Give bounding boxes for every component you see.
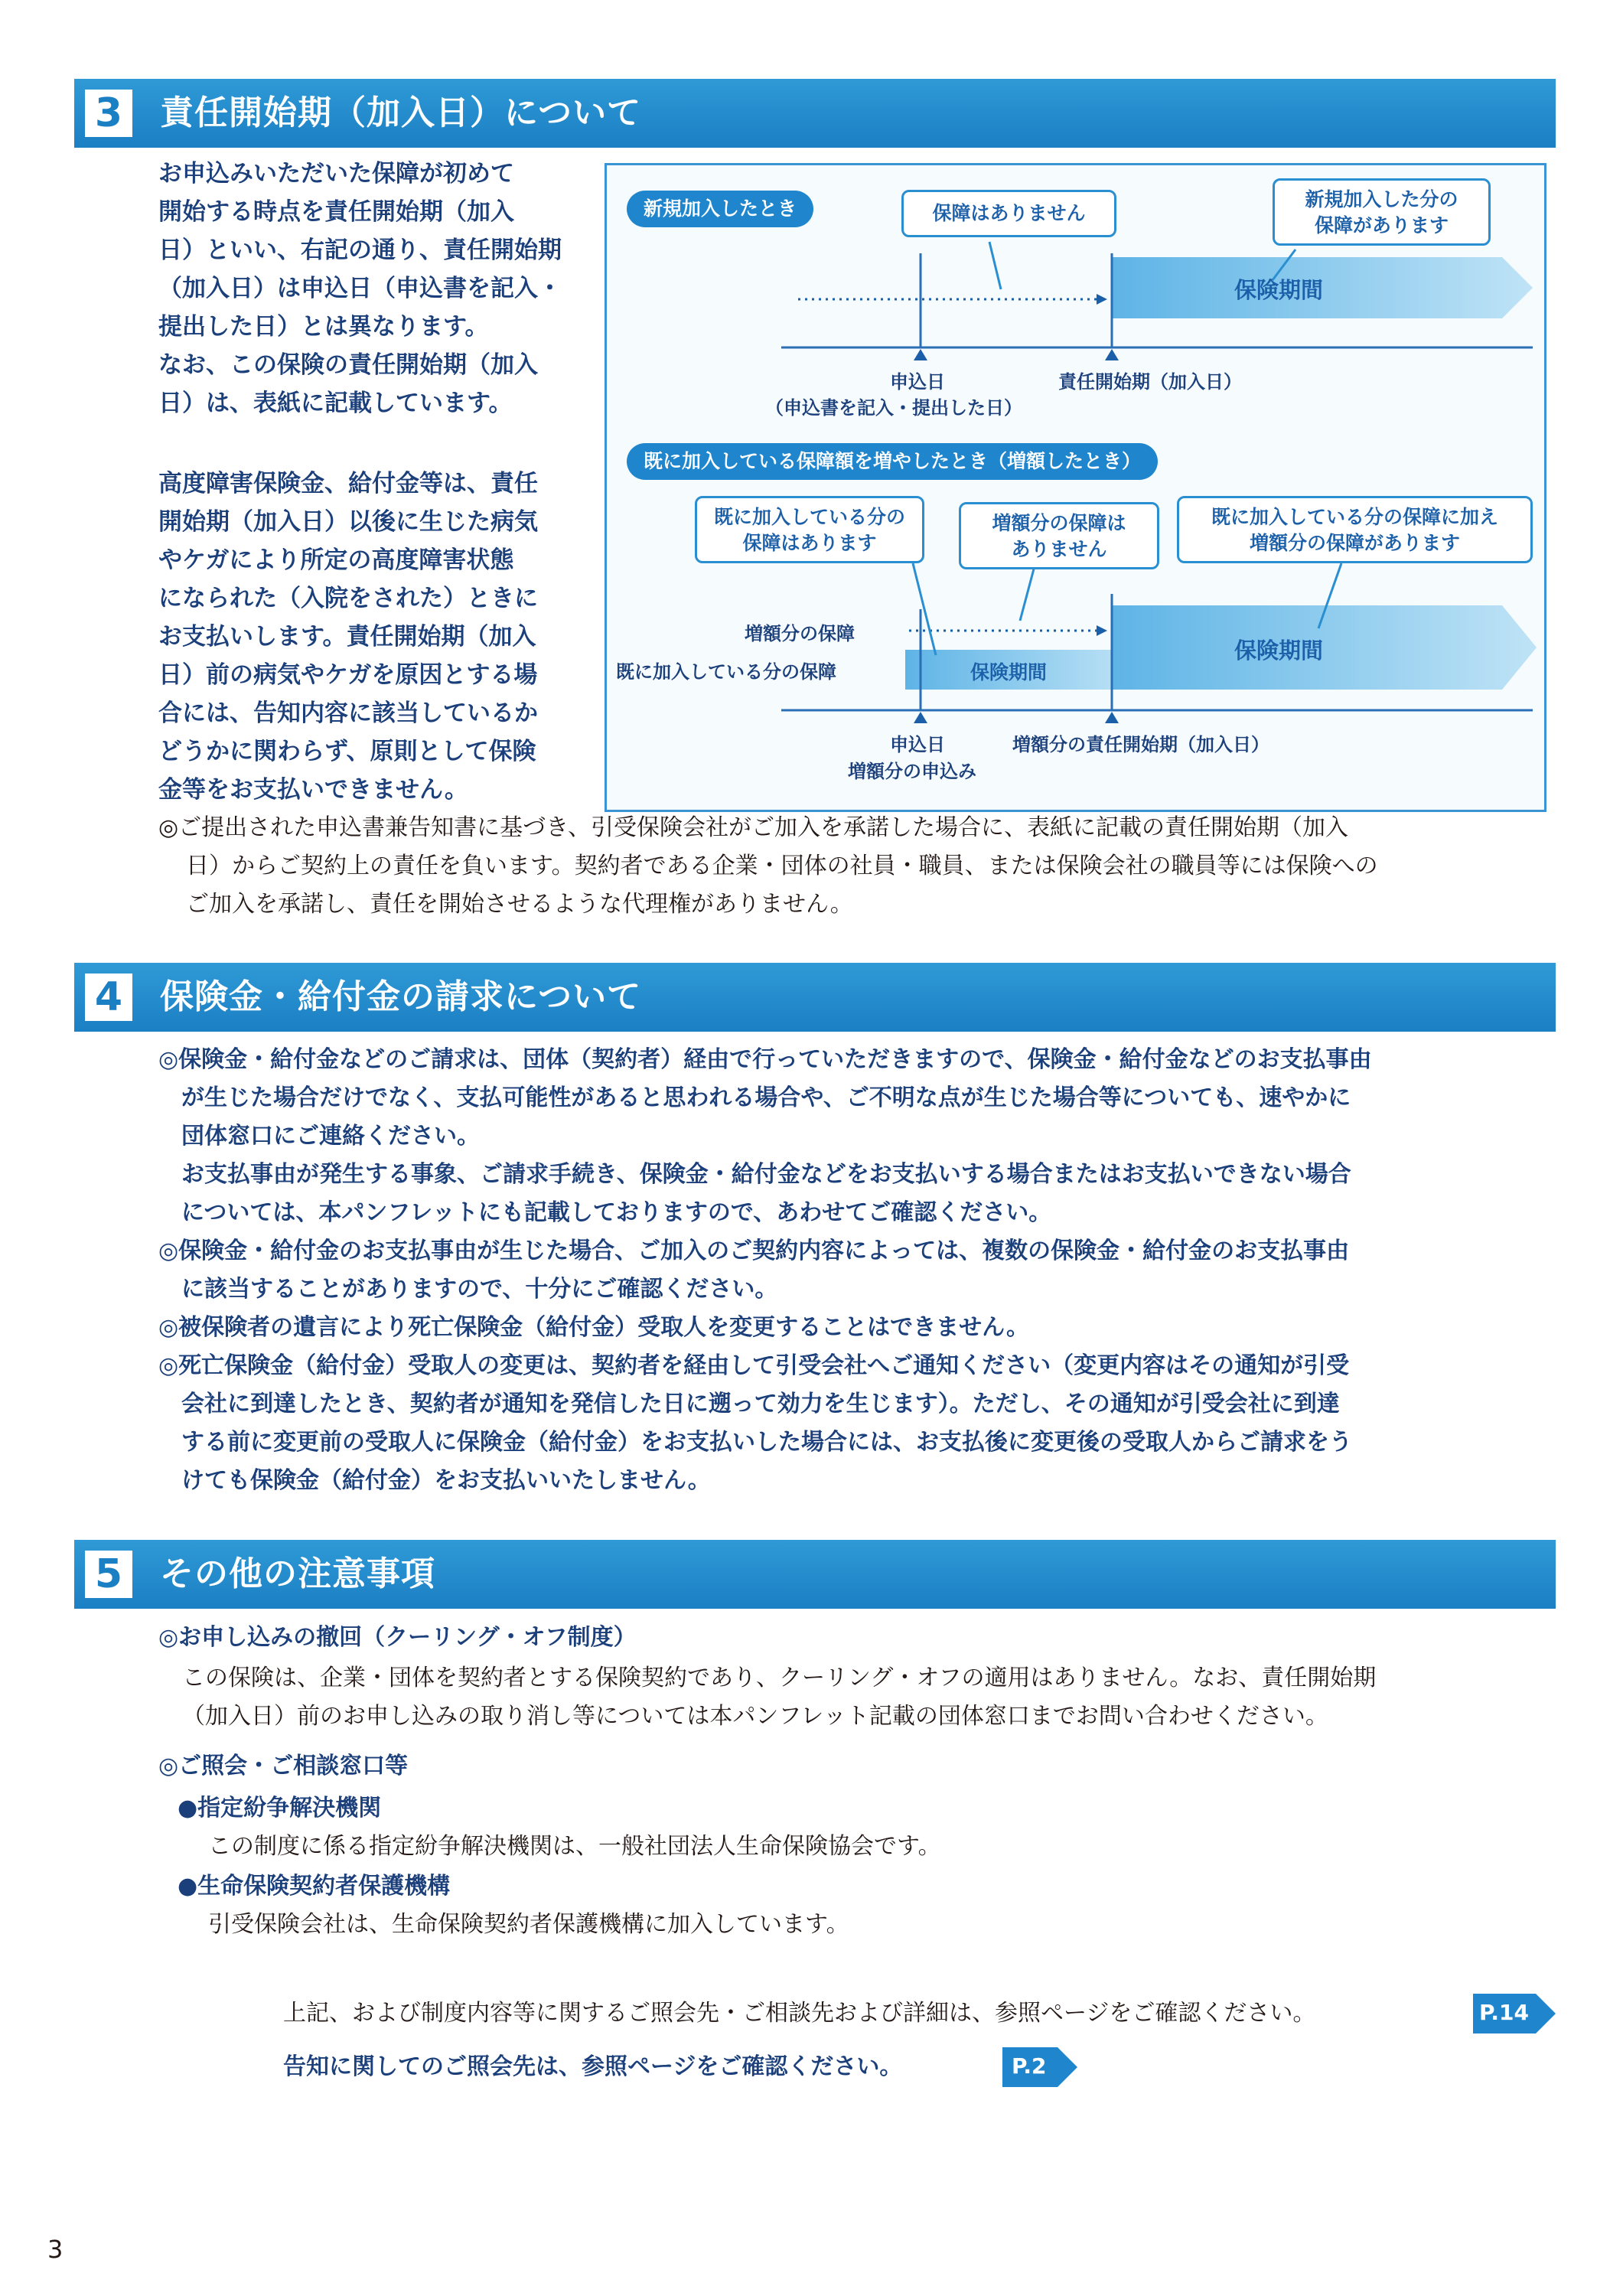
section4-number: 4 (85, 974, 132, 1021)
new-start-day: 責任開始期（加入日） (1058, 371, 1242, 393)
section3-payout (158, 465, 595, 809)
new-no-coverage-tail (989, 242, 1001, 289)
reference-note-1: 上記、および制度内容等に関するご照会先・ご相談先および詳細は、参照ページをご確認ください。 (283, 2000, 1316, 2027)
diagram-graphics (607, 165, 1544, 810)
body-line: ◎保険金・給付金のお支払事由が生じた場合、ご加入のご契約内容によっては、複数の保険金・給付金のお支払事由 (158, 1238, 1350, 1264)
cooling-off-body (182, 1659, 1552, 1736)
section3-header (74, 79, 1556, 148)
callout-line: 保障はあります (742, 532, 877, 554)
body-line: が生じた場合だけでなく、支払可能性があると思われる場合や、ご不明な点が生じた場合等についても、速やかに (158, 1084, 1351, 1111)
increase-start-day: 増額分の責任開始期（加入日） (1012, 734, 1269, 755)
section3-note (158, 809, 1551, 924)
increase-apply-day: 申込日 (890, 734, 945, 755)
section4-title: 保険金・給付金の請求について (160, 977, 642, 1016)
payout-line: 日）前の病気やケガを原因とする場 (158, 661, 538, 689)
payout-line: 高度障害保険金、給付金等は、責任 (158, 470, 538, 497)
cooling-line: （加入日）前のお申し込みの取り消し等については本パンフレット記載の団体窓口までお問い合わせください。 (182, 1703, 1328, 1730)
note-line: 日）からご契約上の責任を負います。契約者である企業・団体の社員・職員、または保険会社の職員等には保険への (186, 853, 1378, 879)
page-ref-label: P.14 (1479, 2000, 1529, 2025)
intro-line: 提出した日）とは異なります。 (158, 313, 489, 341)
payout-line: 合には、告知内容に該当しているか (158, 700, 538, 727)
increase-dotted-arrowhead (1097, 625, 1107, 636)
payout-line: になられた（入院をされた）ときに (158, 585, 538, 612)
note-line: ◎ご提出された申込書兼告知書に基づき、引受保険会社がご加入を承諾した場合に、表紙に記載の責任開始期（加入 (158, 814, 1348, 841)
callout-line: 保障があります (1314, 214, 1449, 236)
callout-line: ありません (1011, 538, 1107, 560)
no-increase-tail (1020, 563, 1035, 621)
callout-line: 増額分の保障があります (1249, 532, 1460, 554)
coverage-diagram (605, 163, 1546, 812)
section4-header (74, 963, 1556, 1032)
section3-title: 責任開始期（加入日）について (160, 93, 642, 132)
cooling-line: この保険は、企業・団体を契約者とする保険契約であり、クーリング・オフの適用はありません。なお、責任開始期 (182, 1665, 1377, 1691)
new-apply-day: 申込日 (890, 371, 945, 393)
new-dotted-arrowhead (1097, 294, 1107, 305)
body-line: けても保険金（給付金）をお支払いいたしません。 (158, 1467, 711, 1494)
body-line: する前に変更前の受取人に保険金（給付金）をお支払いした場合には、お支払後に変更後の受取人からご請求をう (158, 1429, 1352, 1456)
increase-period-label: 保険期間 (1234, 638, 1324, 664)
both-coverage-callout (1177, 496, 1533, 563)
protect-text: 引受保険会社は、生命保険契約者保護機構に加入しています。 (208, 1911, 849, 1938)
intro-line: 開始する時点を責任開始期（加入 (158, 198, 514, 226)
protect-heading: ●生命保険契約者保護機構 (178, 1873, 451, 1900)
increase-label: 既に加入している保障額を増やしたとき（増額したとき） (627, 443, 1158, 480)
intro-line: 日）は、表紙に記載しています。 (158, 390, 513, 417)
existing-coverage-callout (695, 496, 924, 563)
payout-line: 金等をお支払いできません。 (158, 776, 468, 804)
intro-line: （加入日）は申込日（申込書を記入・ (158, 275, 562, 302)
body-line: お支払事由が発生する事象、ご請求手続き、保険金・給付金などをお支払いする場合またはお支払いできない場合 (158, 1161, 1351, 1188)
contact-heading: ◎ご照会・ご相談窓口等 (158, 1753, 409, 1779)
section3-intro (158, 155, 595, 422)
page-ref-p14[interactable] (1473, 1994, 1557, 2033)
existing-period-label: 保険期間 (970, 661, 1048, 683)
new-apply-marker (914, 349, 927, 360)
cooling-off-heading: ◎お申し込みの撤回（クーリング・オフ制度） (158, 1624, 637, 1651)
new-no-coverage-callout: 保障はありません (901, 190, 1116, 237)
dispute-text: この制度に係る指定紛争解決機関は、一般社団法人生命保険協会です。 (208, 1833, 941, 1860)
body-line: 団体窓口にご連絡ください。 (158, 1123, 480, 1150)
payout-line: お支払いします。責任開始期（加入 (158, 623, 536, 651)
body-line: に該当することがありますので、十分にご確認ください。 (158, 1276, 778, 1303)
callout-line: 新規加入した分の (1305, 188, 1458, 210)
payout-line: 開始期（加入日）以後に生じた病気 (158, 508, 538, 536)
section4-body (158, 1041, 1551, 1500)
increase-apply-note: 増額分の申込み (848, 761, 976, 782)
intro-line: お申込みいただいた保障が初めて (158, 160, 514, 188)
page-ref-p2[interactable] (1002, 2047, 1079, 2087)
section5-title: その他の注意事項 (160, 1554, 435, 1593)
increase-start-marker (1105, 712, 1119, 723)
body-line: については、本パンフレットにも記載しておりますので、あわせてご確認ください。 (158, 1199, 1052, 1226)
increase-apply-marker (914, 712, 927, 723)
intro-line: 日）といい、右記の通り、責任開始期 (158, 236, 562, 264)
page-ref-label: P.2 (1012, 2053, 1047, 2079)
payout-line: どうかに関わらず、原則として保険 (158, 738, 536, 765)
new-has-coverage-callout (1273, 178, 1491, 246)
intro-line: なお、この保険の責任開始期（加入 (158, 351, 538, 379)
new-start-marker (1105, 349, 1119, 360)
page-number: 3 (47, 2235, 64, 2264)
increase-row-label: 増額分の保障 (745, 623, 855, 644)
callout-line: 既に加入している分の保障に加え (1211, 506, 1498, 528)
body-line: ◎死亡保険金（給付金）受取人の変更は、契約者を経由して引受会社へご通知ください（変更内容はその通知が引受 (158, 1352, 1350, 1379)
new-period-label: 保険期間 (1234, 277, 1324, 303)
section5-header (74, 1540, 1556, 1609)
body-line: ◎保険金・給付金などのご請求は、団体（契約者）経由で行っていただきますので、保険金・給付金などのお支払事由 (158, 1046, 1372, 1073)
payout-line: やケガにより所定の高度障害状態 (158, 546, 514, 574)
callout-line: 既に加入している分の (713, 506, 905, 528)
reference-note-2: 告知に関してのご照会先は、参照ページをご確認ください。 (283, 2053, 903, 2080)
dispute-heading: ●指定紛争解決機関 (178, 1795, 382, 1821)
callout-line: 増額分の保障は (992, 512, 1126, 534)
section5-number: 5 (85, 1551, 132, 1598)
existing-row-label: 既に加入している分の保障 (616, 661, 836, 683)
note-line: ご加入を承諾し、責任を開始させるような代理権がありません。 (186, 891, 853, 918)
existing-tail (913, 563, 936, 655)
body-line: ◎被保険者の遺言により死亡保険金（給付金）受取人を変更することはできません。 (158, 1314, 1029, 1341)
section3-number: 3 (85, 90, 132, 137)
new-apply-note: （申込書を記入・提出した日） (765, 397, 1022, 419)
increase-period-band (1112, 605, 1537, 690)
new-join-label: 新規加入したとき (627, 191, 813, 227)
no-increase-callout (959, 502, 1159, 569)
body-line: 会社に到達したとき、契約者が通知を発信した日に遡って効力を生じます）。ただし、その通知が引受会社に到達 (158, 1391, 1340, 1417)
